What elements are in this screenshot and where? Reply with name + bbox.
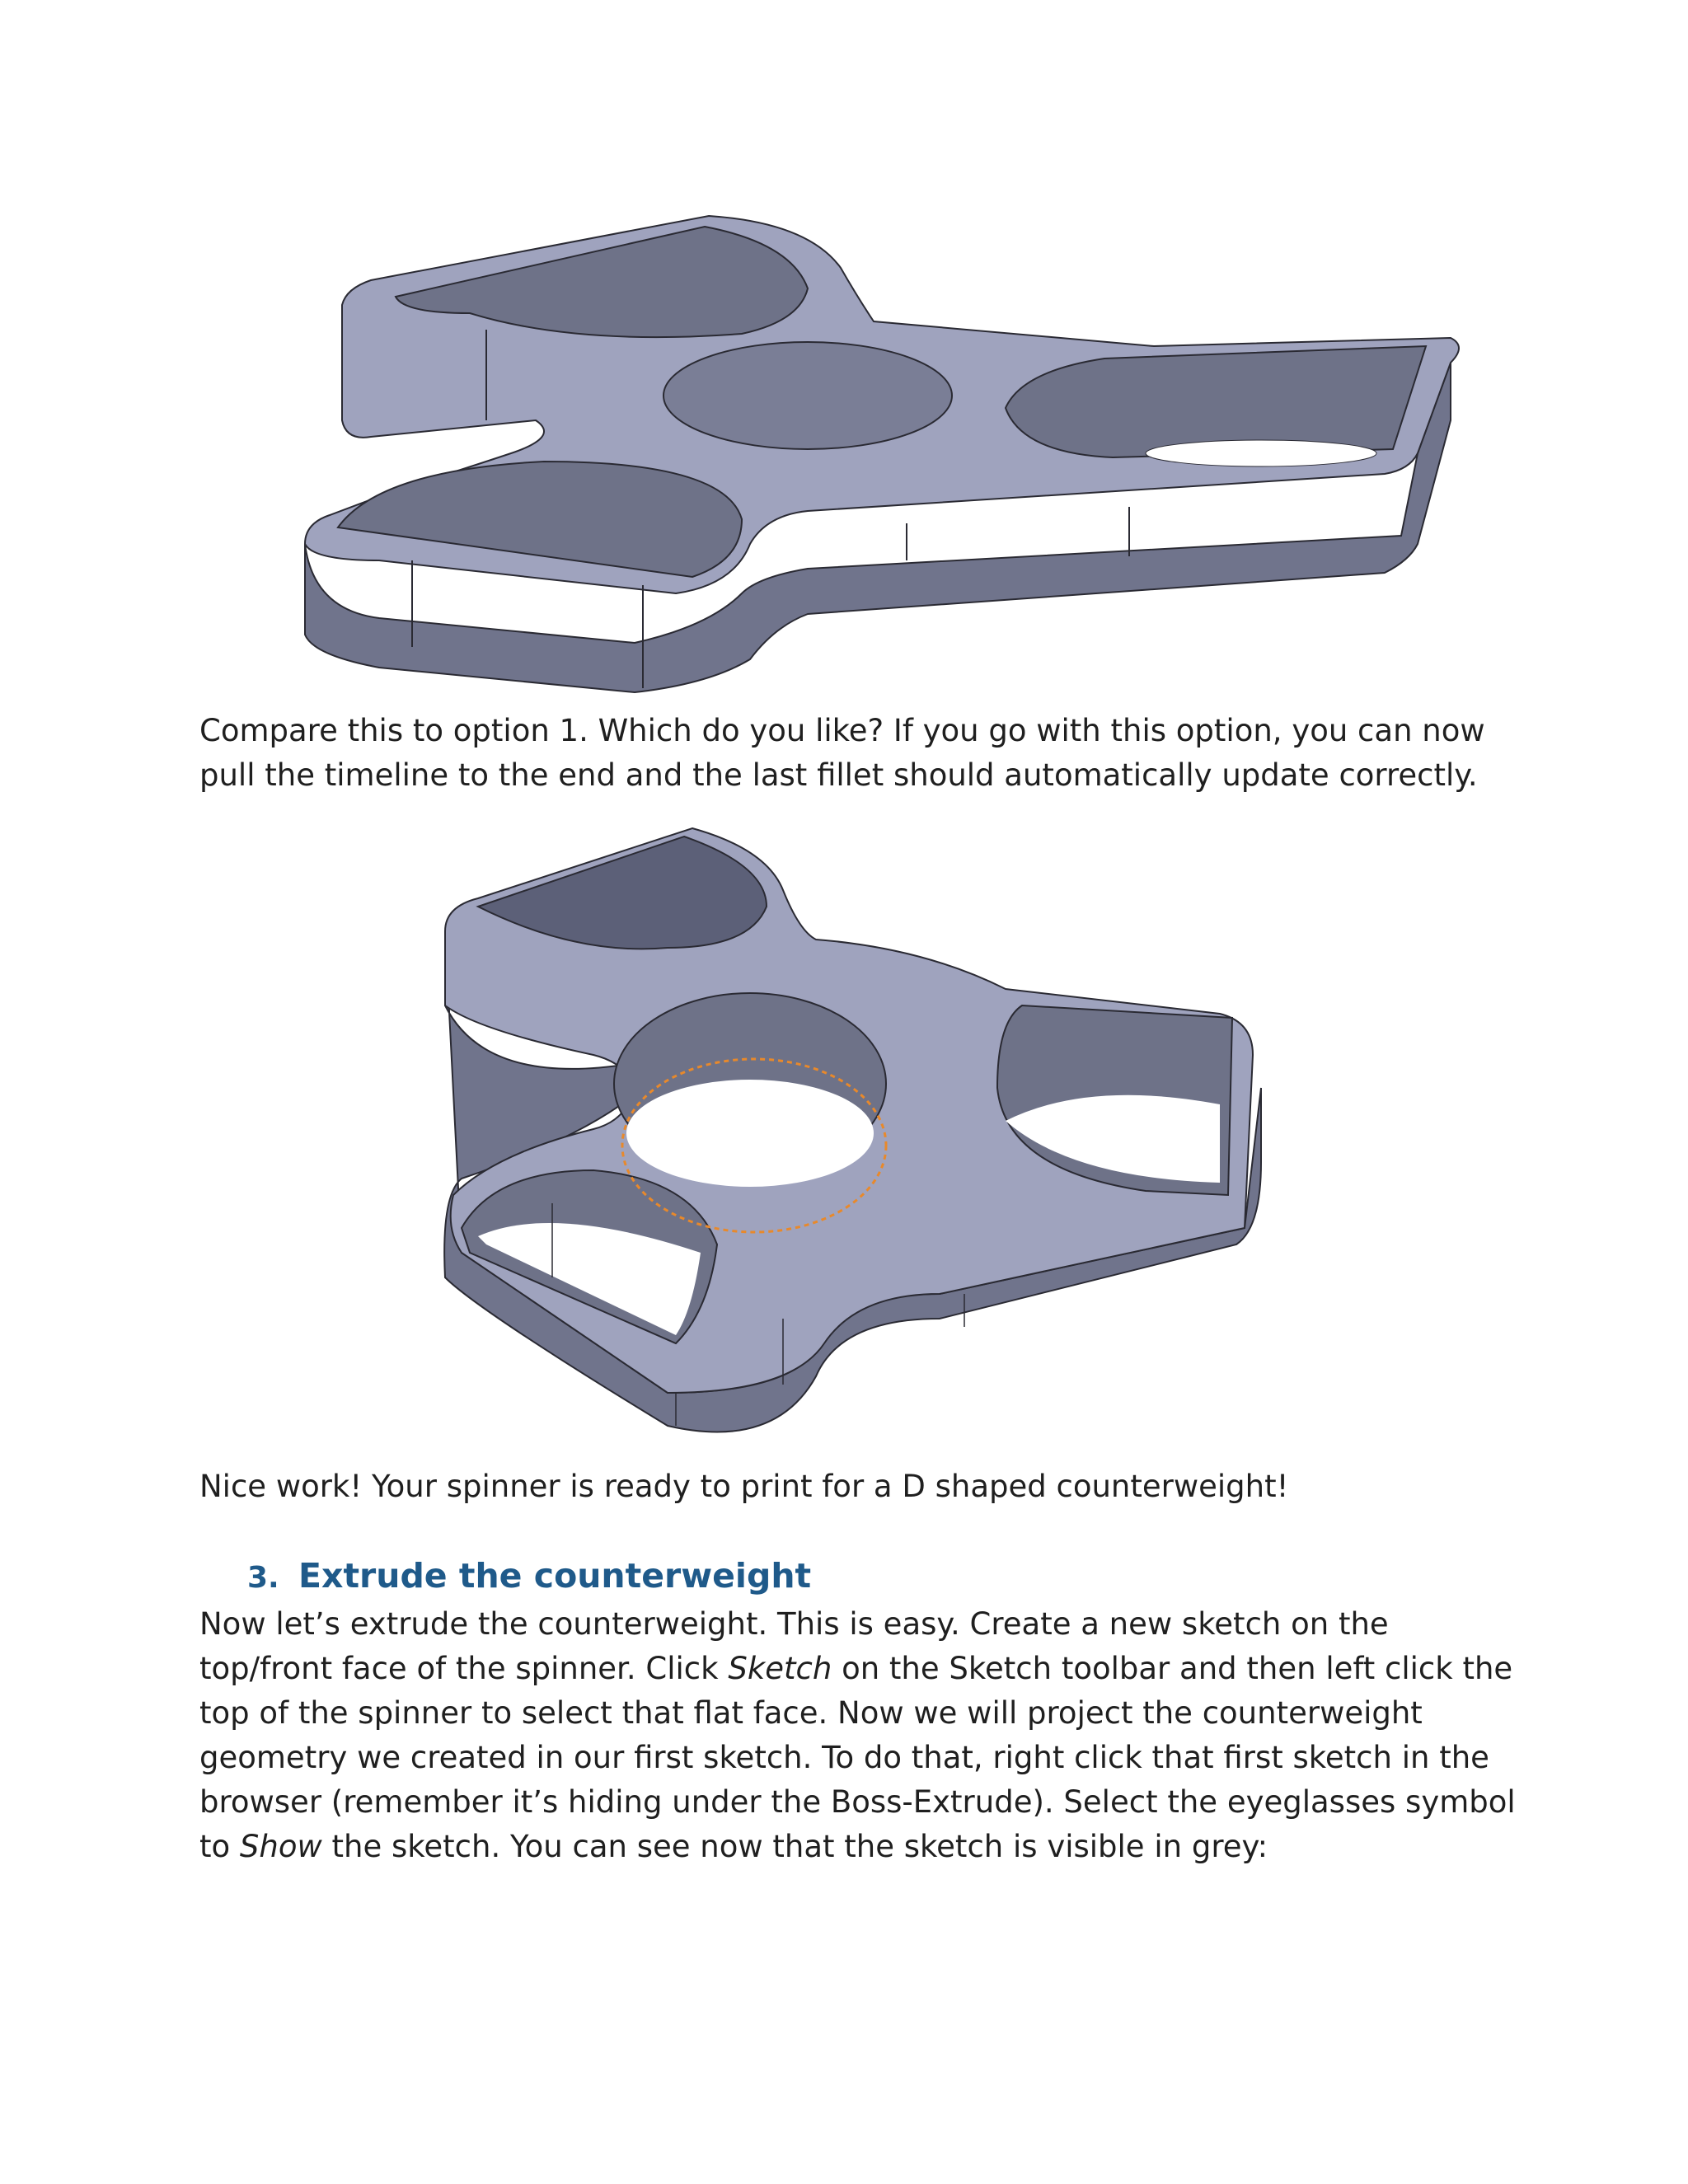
spinner-1-through-hole (1146, 440, 1376, 466)
spinner-render-figure-2 (429, 816, 1269, 1442)
show-emphasis: Show (239, 1829, 322, 1864)
instructions-text-3: the sketch. You can see now that the sketch is visible in grey: (321, 1829, 1268, 1864)
spinner-1-pocket-center (663, 342, 952, 449)
paragraph-compare-option: Compare this to option 1. Which do you like? If you go with this option, you can now pull the timeline to the end and the last fillet should automatically update correctly. (199, 713, 1485, 793)
section-number: 3. (247, 1561, 279, 1595)
instructions-text-1: Now let’s extrude the counterweight. This is easy. Create a new sketch on the top/front face of the spinner. Click (199, 1606, 1389, 1686)
spinner-2-center-hole (626, 1080, 874, 1187)
paragraph-nice-work: Nice work! Your spinner is ready to print for a D shaped counterweight! (199, 1469, 1289, 1504)
spinner-3d-image-1 (280, 198, 1467, 709)
section-title: Extrude the counterweight (298, 1556, 812, 1596)
section-heading-extrude-counterweight (247, 1553, 811, 1601)
sketch-emphasis: Sketch (728, 1651, 832, 1686)
spinner-render-figure-1 (280, 198, 1467, 709)
paragraph-extrude-instructions (199, 1602, 1518, 1869)
instructions-text-2: on the Sketch toolbar and then left click the top of the spinner to select that flat face. Now we will project the counterweight geometry we created in our first sketch. To do that, right click that first sketch in the browser (remember it’s hiding under the Boss-Extrude). Select the eyeglasses symbol to (199, 1651, 1516, 1864)
spinner-3d-image-2 (429, 816, 1269, 1442)
